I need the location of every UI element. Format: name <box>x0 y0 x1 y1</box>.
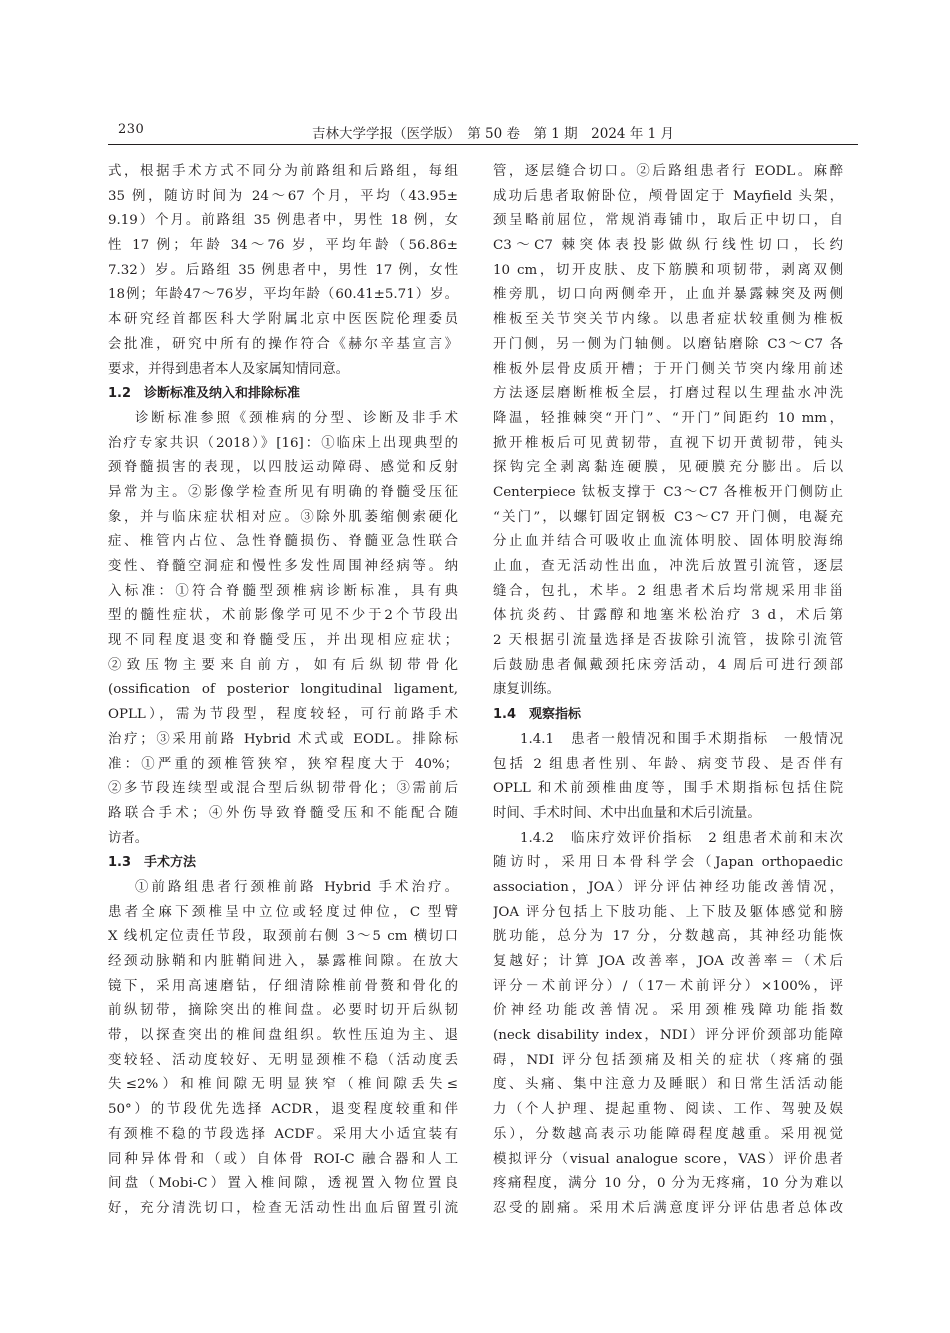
text-line: 价神经功能改善情况。采用颈椎残障功能指数 <box>493 1003 843 1019</box>
text-line: 椎板外层骨皮质开槽；于开门侧关节突内缘用前述 <box>493 361 843 377</box>
text-line: 1.4.2 临床疗效评价指标 2 组患者术前和末次 <box>520 830 843 846</box>
text-line: 式，根据手术方式不同分为前路组和后路组，每组 <box>108 164 458 179</box>
text-line: 体抗炎药、甘露醇和地塞米松治疗 3 d，术后第 <box>493 608 843 624</box>
page-number: 230 <box>118 122 145 137</box>
text-line: 包括 2 组患者性别、年龄、病变节段、是否伴有 <box>493 756 843 772</box>
text-line: 失≤2%）和椎间隙无明显狭窄（椎间隙丢失≤ <box>108 1077 458 1093</box>
text-line: 随访时，采用日本骨科学会（Japan orthopaedic <box>493 855 843 871</box>
text-line: 度、头痛、集中注意力及睡眠）和日常生活活动能 <box>493 1077 843 1093</box>
text-line: “关门”，以螺钉固定钢板 C3～C7 开门侧，电凝充 <box>493 509 843 525</box>
text-line: 要求，并得到患者本人及家属知情同意。 <box>108 361 350 377</box>
header-rule <box>108 144 858 145</box>
text-line: 变较轻、活动度较好、无明显颈椎不稳（活动度丢 <box>108 1052 458 1068</box>
text-line: 经颈动脉鞘和内脏鞘间进入，暴露椎间隙。在放大 <box>108 954 458 969</box>
text-line: OPLL 和术前颈椎曲度等，围手术期指标包括住院 <box>493 781 843 797</box>
text-line: 镜下，采用高速磨钻，仔细清除椎前骨赘和骨化的 <box>108 978 458 994</box>
text-line: 治疗；③采用前路 Hybrid 术式或 EODL。排除标 <box>108 731 458 747</box>
text-line: 复越好；计算 JOA 改善率，JOA 改善率＝（术后 <box>493 954 843 969</box>
section-heading: 1.2 诊断标准及纳入和排除标准 <box>108 386 301 402</box>
text-line: 椎旁肌，切口向两侧牵开，止血并暴露棘突及两侧 <box>493 287 843 303</box>
text-line: 止血，查无活动性出血，冲洗后放置引流管，逐层 <box>493 559 843 574</box>
text-line: 诊断标准参照《颈椎病的分型、诊断及非手术 <box>135 410 458 426</box>
text-line: (neck disability index，NDI）评分评价颈部功能障 <box>493 1028 843 1044</box>
text-line: 1.4.1 患者一般情况和围手术期指标 一般情况 <box>520 731 843 747</box>
text-line: 评分－术前评分）/（17－术前评分）×100%，评 <box>493 978 843 994</box>
text-line: C3～C7 棘突体表投影做纵行线性切口，长约 <box>493 238 843 254</box>
text-line: 椎板至关节突关节内缘。以患者症状较重侧为椎板 <box>493 312 843 328</box>
text-line: 时间、手术时间、术中出血量和术后引流量。 <box>493 805 761 821</box>
text-line: JOA 评分包括上下肢功能、上下肢及躯体感觉和膀 <box>493 904 843 920</box>
text-line: 分止血并结合可吸收止血流体明胶、固体明胶海绵 <box>493 534 843 550</box>
text-line: 象，并与临床症状相对应。③除外肌萎缩侧索硬化 <box>108 509 458 525</box>
text-line: 同种异体骨和（或）自体骨 ROI-C 融合器和人工 <box>108 1151 458 1167</box>
text-line: OPLL），需为节段型，程度较轻，可行前路手术 <box>108 707 458 723</box>
text-line: 18例；年龄47～76岁，平均年龄（60.41±5.71）岁。 <box>108 287 458 303</box>
text-line: 开门侧，另一侧为门轴侧。以磨钻磨除 C3～C7 各 <box>493 336 843 352</box>
text-line: 成功后患者取俯卧位，颅骨固定于 Mayfield 头架， <box>493 188 843 204</box>
text-line: 路联合手术；④外伤导致脊髓受压和不能配合随 <box>108 805 458 821</box>
text-line: 有颈椎不稳的节段选择 ACDF。采用大小适宜装有 <box>108 1126 458 1142</box>
text-line: X 线机定位责任节段，取颈前右侧 3～5 cm 横切口 <box>108 929 458 945</box>
text-line: 疼痛程度，满分 10 分，0 分为无疼痛，10 分为难以 <box>493 1176 843 1192</box>
text-line: 入标准：①符合脊髓型颈椎病诊断标准，具有典 <box>108 583 458 599</box>
text-line: 降温，轻推棘突“开门”、“开门”间距约 10 mm， <box>493 410 843 426</box>
text-line: 患者全麻下颈椎呈中立位或轻度过伸位，C 型臂 <box>108 904 458 920</box>
text-line: 治疗专家共识（2018）》[16]：①临床上出现典型的 <box>108 435 458 451</box>
text-line: 管，逐层缝合切口。②后路组患者行 EODL。麻醉 <box>493 164 843 179</box>
text-line: 探钩完全剥离黏连硬膜，见硬膜充分膨出。后以 <box>493 460 843 476</box>
text-line: 胱功能，总分为 17 分，分数越高，其神经功能恢 <box>493 929 843 945</box>
text-line: 好，充分清洗切口，检查无活动性出血后留置引流 <box>108 1200 458 1216</box>
text-line: 本研究经首都医科大学附属北京中医医院伦理委员 <box>108 312 458 328</box>
left-column <box>108 160 458 1222</box>
text-line: 50°）的节段优先选择 ACDR，退变程度较重和伴 <box>108 1102 458 1118</box>
text-line: ②多节段连续型或混合型后纵韧带骨化；③需前后 <box>108 781 458 797</box>
text-line: 会批准，研究中所有的操作符合《赫尔辛基宣言》 <box>108 336 458 352</box>
text-line: 缝合，包扎，术毕。2 组患者术后均常规采用非甾 <box>493 583 843 599</box>
text-line: 颈呈略前屈位，常规消毒铺巾，取后正中切口，自 <box>493 213 843 229</box>
page-header <box>108 120 858 144</box>
text-line: 后鼓励患者佩戴颈托床旁活动，4 周后可进行颈部 <box>493 657 843 673</box>
text-line: 带，以探查突出的椎间盘组织。软性压迫为主、退 <box>108 1028 458 1044</box>
text-line: 型的髓性症状，术前影像学可见不少于2个节段出 <box>108 608 458 624</box>
text-line: 模拟评分（visual analogue score，VAS）评价患者 <box>493 1151 843 1167</box>
text-line: 变性、脊髓空洞症和慢性多发性周围神经病等。纳 <box>108 559 458 574</box>
journal-title: 吉林大学学报（医学版） 第 50 卷 第 1 期 2024 年 1 月 <box>311 126 674 142</box>
right-column <box>493 160 843 1222</box>
text-line: 7.32）岁。后路组 35 例患者中，男性 17 例，女性 <box>108 262 458 278</box>
text-line: 现不同程度退变和脊髓受压，并出现相应症状； <box>108 633 458 649</box>
text-line: 症、椎管内占位、急性脊髓损伤、脊髓亚急性联合 <box>108 534 458 550</box>
text-line: 准：①严重的颈椎管狭窄，狭窄程度大于 40%； <box>108 756 458 772</box>
section-heading: 1.4 观察指标 <box>493 707 582 723</box>
text-line: 康复训练。 <box>493 682 560 698</box>
text-line: 乐），分数越高表示功能障碍程度越重。采用视觉 <box>493 1126 843 1142</box>
text-line: 间盘（Mobi-C）置入椎间隙，透视置入物位置良 <box>108 1176 458 1192</box>
text-line: 10 cm，切开皮肤、皮下筋膜和项韧带，剥离双侧 <box>493 262 843 278</box>
text-line: 2 天根据引流量选择是否拔除引流管，拔除引流管 <box>493 633 843 649</box>
text-line: ①前路组患者行颈椎前路 Hybrid 手术治疗。 <box>135 879 458 895</box>
text-line: association，JOA）评分评估神经功能改善情况， <box>493 879 843 895</box>
text-line: (ossification of posterior longitudinal ligament, <box>108 682 458 698</box>
text-line: 性 17 例；年龄 34～76 岁，平均年龄（56.86± <box>108 238 458 254</box>
text-line: Centerpiece 钛板支撑于 C3～C7 各椎板开门侧防止 <box>493 484 843 500</box>
text-line: 前纵韧带，摘除突出的椎间盘。必要时切开后纵韧 <box>108 1003 458 1019</box>
text-line: 35 例，随访时间为 24～67 个月，平均（43.95± <box>108 188 458 204</box>
text-line: 忍受的剧痛。采用术后满意度评分评估患者总体改 <box>493 1200 843 1216</box>
text-line: 方法逐层磨断椎板全层，打磨过程以生理盐水冲洗 <box>493 386 843 402</box>
text-line: 9.19）个月。前路组 35 例患者中，男性 18 例，女 <box>108 213 458 229</box>
text-line: 掀开椎板后可见黄韧带，直视下切开黄韧带，钝头 <box>493 435 843 451</box>
section-heading: 1.3 手术方法 <box>108 855 197 871</box>
text-line: ②致压物主要来自前方，如有后纵韧带骨化 <box>108 657 458 673</box>
text-line: 碍，NDI 评分包括颈痛及相关的症状（疼痛的强 <box>493 1052 843 1068</box>
text-line: 异常为主。②影像学检查所见有明确的脊髓受压征 <box>108 484 458 500</box>
text-line: 访者。 <box>108 830 149 846</box>
text-line: 力（个人护理、提起重物、阅读、工作、驾驶及娱 <box>493 1102 843 1118</box>
text-line: 颈脊髓损害的表现，以四肢运动障碍、感觉和反射 <box>108 460 458 476</box>
